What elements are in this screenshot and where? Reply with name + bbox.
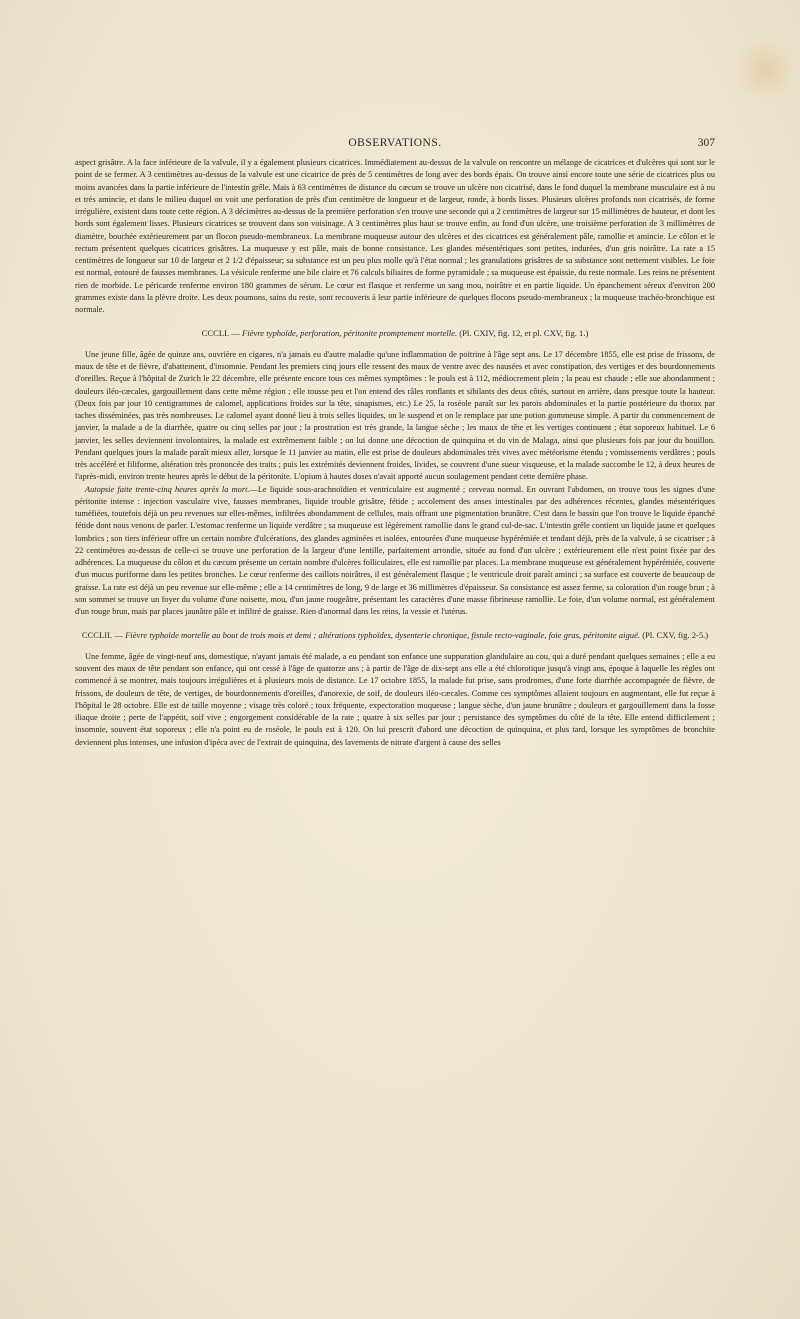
page-header — [75, 137, 715, 153]
plate-reference: (Pl. CXV, fig. 2-5.) — [642, 630, 709, 641]
autopsy-paragraph — [75, 484, 715, 619]
autopsy-text: —Le liquide sous-arachnoïdien et ventriculaire est augmenté ; cerveau normal. En ouvrant l'abdomen, on trouve tous les signes d'une péritonite intense : injection vasculaire vive, fausses membranes, liquide trouble grisâtre, fétide ; accolement des anses intestinales par des adhérences récentes, glandes mésentériques tuméfiées, toutefois déjà un peu revenues sur elles-mêmes, infiltrées abondamment de cellules, mais offrant une pigmentation brunâtre. C'est dans le bassin que l'on trouve le liquide épanché fétide dont nous venons de parler. L'estomac renferme un liquide verdâtre ; sa muqueuse est légèrement ramollie dans le grand cul-de-sac. L'intestin grêle contient un liquide jaune et quelques lombrics ; son tiers inférieur offre un certain nombre d'ulcérations, des glandes agminées et isolées, entourées d'une muqueuse hypérémiée et tendant déjà, près de la valvule, à se cicatriser ; à 22 centimètres au-dessus de celle-ci se trouve une perforation de la largeur d'une lentille, parfaitement arrondie, située au fond d'un ulcère ; extérieurement elle n'est point fixée par des adhérences. La muqueuse du côlon et du cæcum présente un certain nombre d'ulcères folliculaires, elle est ramollie par places. La membrane muqueuse est généralement hypérémiée, couverte d'un mucus puriforme dans les petites bronches. Le cœur renferme des caillots noirâtres, il est généralement flasque ; le ventricule droit paraît aminci ; sa surface est couverte de beaucoup de graisse. La rate est déjà un peu revenue sur elle-même ; elle a 14 centimètres de long, 9 de large et 36 millimètres d'épaisseur. Sa consistance est assez ferme, sa coloration d'un rouge brun ; à son sommet se trouve un foyer du volume d'une noisette, mou, d'un jaune rougeâtre, présentant les caractères d'une masse fibrineuse ramollie. Le foie, d'un volume normal, est généralement d'un rouge brun, mais par places jaunâtre pâle et infiltré de graisse. Rien d'anormal dans les reins, la vessie et l'utérus. — [75, 484, 715, 616]
running-title: OBSERVATIONS. — [348, 137, 442, 149]
observation-number: CCCLII. — — [81, 630, 123, 641]
continued-paragraph: aspect grisâtre. A la face inférieure de la valvule, il y a également plusieurs cicatrices. Immédiatement au-dessus de la valvule on rencontre un mélange de cicatrices et d'ulcères qui sont sur le point de se fermer. A 3 centimètres au-dessus de la valvule est une cicatrice de près de 5 centimètres de long avec des bords épais. On trouve ainsi encore toute une série de cicatrices plus ou moins avancées dans la partie inférieure de l'intestin grêle. Mais à 63 centimètres de distance du cæcum se trouve un ulcère non cicatrisé, dans le fond duquel la membrane musculaire est à nu et très amincie, et dans le milieu duquel on voit une perforation de près d'un centimètre de longueur et de largeur, ronde, à bords lisses. Plusieurs ulcères profonds non cicatrisés, de forme irrégulière, existent dans toute cette région. A 3 décimètres au-dessus de la première perforation s'en trouve une seconde qui a 2 centimètres de largeur sur 15 millimètres de hauteur, et dont les bords sont également lisses. Plusieurs cicatrices se trouvent dans son voisinage. A 3 centimètres plus haut se trouve enfin, au fond d'un ulcère, une troisième perforation de 3 millimètres de diamètre, bouchée extérieurement par un flocon pseudo-membraneux. La membrane muqueuse autour des ulcères et des cicatrices est généralement pâle, ramollie et amincie. Le côlon et le rectum présentent quelques cicatrices grisâtres. La muqueuse y est pâle, mais de bonne consistance. Les glandes mésentériques sont petites, indurées, d'un gris noirâtre. La rate a 15 centimètres de longueur sur 10 de largeur et 2 1/2 d'épaisseur; sa substance est un peu plus molle qu'à l'état normal ; les granulations grisâtres de sa substance sont nettement visibles. Le foie est normal, entouré de fausses membranes. La vésicule renferme une bile claire et 76 calculs biliaires de forme pyramidale ; sa muqueuse est épaissie, du reste normale. Les reins ne présentent rien de morbide. Le péricarde renferme environ 180 grammes de sérum. Le cœur est flasque et renferme un sang mou, noirâtre et en partie liquide. Un épanchement séreux d'environ 200 grammes existe dans la plèvre droite. Les deux poumons, sains du reste, sont recouverts à leur partie inférieure de quelques flocons pseudo-membraneux ; la muqueuse trachéo-bronchique est normale. — [75, 158, 715, 314]
body-text — [75, 157, 715, 749]
page-number: 307 — [697, 137, 715, 149]
autopsy-label: Autopsie faite trente-cinq heures après la mort. — [85, 484, 250, 494]
observation-heading-ccli — [75, 327, 715, 340]
plate-reference: (Pl. CXIV, fig. 12, et pl. CXV, fig. 1.) — [459, 328, 589, 339]
observation-title: Fièvre typhoïde mortelle au bout de trois mois et demi ; altérations typhoïdes, dysenterie chronique, fistule recto-vaginale, foie gras, péritonite aiguë. — [125, 630, 641, 641]
observation-title: Fièvre typhoïde, perforation, péritonite promptement mortelle. — [242, 328, 458, 339]
case-history-paragraph: Une jeune fille, âgée de quinze ans, ouvrière en cigares, n'a jamais eu d'autre maladie qu'une inflammation de poitrine à l'âge sept ans. Le 17 décembre 1855, elle est prise de frissons, de maux de tête et de fièvre, d'abattement, d'insomnie. Pendant les premiers cinq jours elle ressent des maux de ventre avec des nausées et avec constipation, des vertiges et des bourdonnements d'oreilles. Reçue à l'hôpital de Zurich le 22 décembre, elle présente encore tous ces mêmes symptômes : le pouls est à 112, médiocrement plein ; la peau est chaude ; elle sue abondamment ; douleurs iléo-cæcales, gargouillement dans cette même région ; elle tousse peu et l'on entend des râles ronflants et sibilants des deux côtés, surtout en arrière, dans presque toute la hauteur. (Deux fois par jour 10 centigrammes de calomel, applications froides sur la tête, sinapismes, etc.) Le 25, la roséole paraît sur les parois abdominales et la partie postérieure du thorax par taches disséminées, pas très nombreuses. Le calomel ayant donné lieu à trois selles liquides, on le suspend et on le remplace par une potion gommeuse simple. A partir du commencement de janvier, la malade a de la diarrhée, quatre ou cinq selles par jour ; la prostration est très grande, la langue sèche ; les maux de tête et les vertiges continuent ; état soporeux habituel. Le 6 janvier, les selles deviennent involontaires, la malade est extrêmement faible ; on lui donne une décoction de quinquina et du vin de Malaga, ainsi que plusieurs fois par jour du bouillon. Pendant quelques jours la malade paraît mieux aller, lorsque le 11 janvier au matin, elle est prise de douleurs abdominales très vives avec météorisme étendu ; vomissements verdâtres ; pouls très accéléré et filiforme, altération très prononcée des traits ; puis les extrémités deviennent froides, livides, se couvrent d'une sueur visqueuse, et la malade succombe le 12, à deux heures de l'après-midi, environ trente heures après le début de la péritonite. L'opium à hautes doses n'avait apporté aucun soulagement pendant cette dernière phase. — [75, 349, 715, 482]
observation-heading-cclii — [75, 629, 715, 642]
paper-stain — [735, 40, 795, 100]
observation-number: CCCLI. — — [201, 328, 240, 339]
case-history-paragraph: Une femme, âgée de vingt-neuf ans, domestique, n'ayant jamais été malade, a eu pendant son enfance une suppuration glandulaire au cou, qui a duré pendant quelques semaines ; elle a eu souvent des maux de tête pendant son enfance, qui ont cessé à l'âge de quatorze ans ; à partir de l'âge de dix-sept ans elle a été chlorotique jusqu'à vingt ans, époque à laquelle les règles ont commencé à se montrer, mais toujours irrégulières et à plusieurs mois de distance. Le 17 octobre 1855, la malade fut prise, sans prodromes, d'une forte diarrhée accompagnée de fièvre, de frissons, de douleurs de tête, de vertiges, de bourdonnements d'oreilles, d'anorexie, de soif, de douleurs iléo-cæcales. Comme ces symptômes allaient toujours en augmentant, elle fut reçue à l'hôpital le 28 octobre. Elle est de taille moyenne ; visage très coloré ; toux fréquente, expectoration muqueuse ; langue sèche, d'un jaune brunâtre ; douleurs et gargouillement dans la fosse iliaque droite ; perte de l'appétit, soif vive ; engorgement considérable de la rate ; quatre à six selles par jour ; persistance des symptômes du côté de la tête. Elle entend difficilement ; insomnie, souvent état soporeux ; elle n'a point eu de roséole, le pouls est à 120. On lui prescrit d'abord une décoction de quinquina, et plus tard, lorsque les symptômes de bronchite deviennent plus intenses, une infusion d'ipéca avec de l'extrait de quinquina, des lavements de nitrate d'argent à cause des selles — [75, 651, 715, 747]
